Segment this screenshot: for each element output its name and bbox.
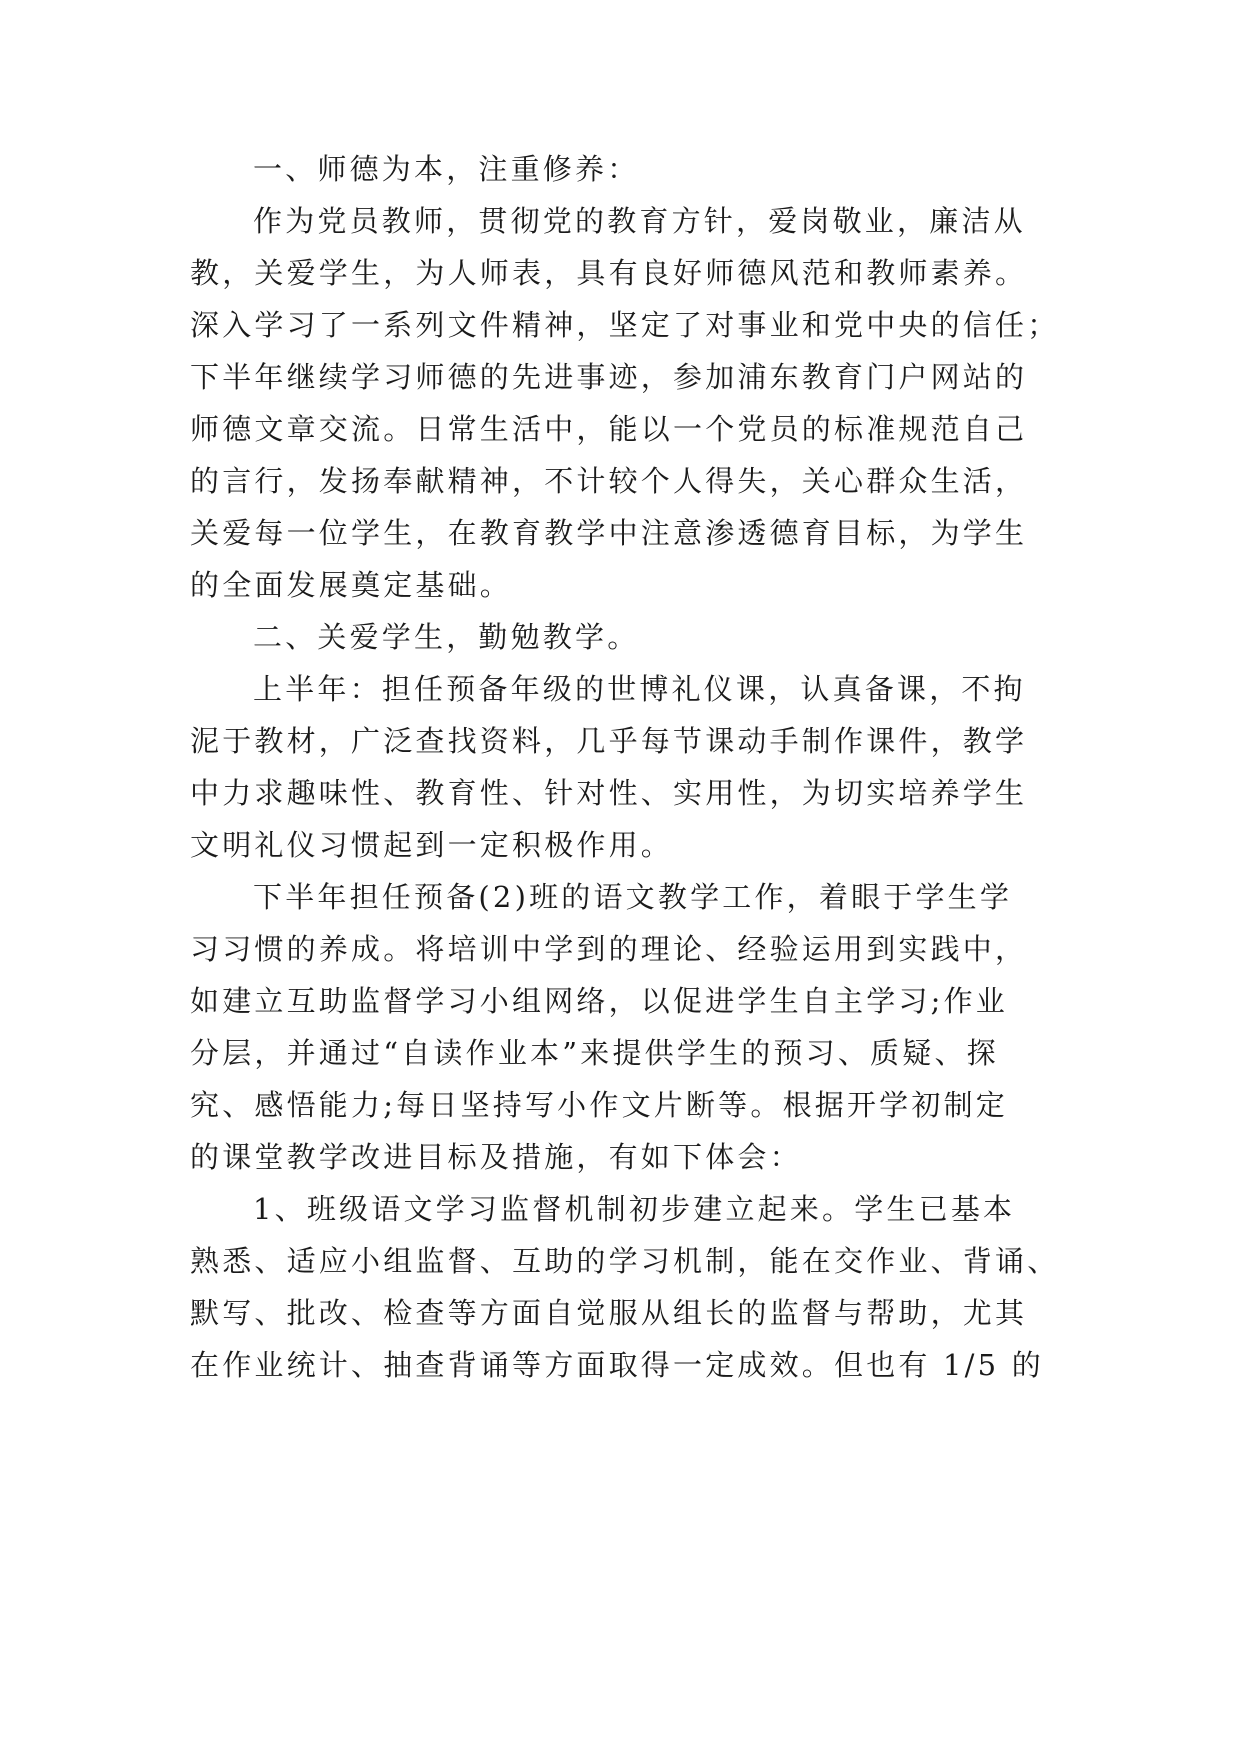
paragraph-line: 下半年继续学习师德的先进事迹，参加浦东教育门户网站的: [190, 360, 1028, 394]
paragraph-line: 在作业统计、抽查背诵等方面取得一定成效。但也有 1/5 的: [190, 1348, 1044, 1382]
paragraph-line: 究、感悟能力;每日坚持写小作文片断等。根据开学初制定: [190, 1088, 1008, 1122]
paragraph-line: 习习惯的养成。将培训中学到的理论、经验运用到实践中，: [190, 932, 1028, 966]
paragraph-line: 分层，并通过“自读作业本”来提供学生的预习、质疑、探: [190, 1036, 999, 1070]
paragraph-line: 深入学习了一系列文件精神，坚定了对事业和党中央的信任；: [190, 308, 1060, 342]
paragraph-line: 中力求趣味性、教育性、针对性、实用性，为切实培养学生: [190, 776, 1028, 810]
section-heading-1: 一、师德为本，注重修养：: [253, 152, 640, 186]
paragraph-line: 默写、批改、检查等方面自觉服从组长的监督与帮助，尤其: [190, 1296, 1028, 1330]
paragraph-line: 教，关爱学生，为人师表，具有良好师德风范和教师素养。: [190, 256, 1028, 290]
paragraph-line: 的全面发展奠定基础。: [190, 568, 513, 602]
section-heading-2: 二、关爱学生，勤勉教学。: [253, 620, 640, 654]
paragraph-line: 熟悉、适应小组监督、互助的学习机制，能在交作业、背诵、: [190, 1244, 1060, 1278]
paragraph-line: 上半年：担任预备年级的世博礼仪课，认真备课，不拘: [253, 672, 1026, 706]
paragraph-line: 师德文章交流。日常生活中，能以一个党员的标准规范自己: [190, 412, 1028, 446]
paragraph-line: 的课堂教学改进目标及措施，有如下体会：: [190, 1140, 802, 1174]
paragraph-line: 下半年担任预备(2)班的语文教学工作，着眼于学生学: [253, 880, 1013, 914]
paragraph-line: 如建立互助监督学习小组网络，以促进学生自主学习;作业: [190, 984, 1008, 1018]
paragraph-line: 泥于教材，广泛查找资料，几乎每节课动手制作课件，教学: [190, 724, 1028, 758]
paragraph-line: 文明礼仪习惯起到一定积极作用。: [190, 828, 674, 862]
paragraph-line: 1、班级语文学习监督机制初步建立起来。学生已基本: [253, 1192, 1016, 1226]
paragraph-line: 的言行，发扬奉献精神，不计较个人得失，关心群众生活，: [190, 464, 1028, 498]
paragraph-line: 作为党员教师，贯彻党的教育方针，爱岗敬业，廉洁从: [253, 204, 1026, 238]
paragraph-line: 关爱每一位学生，在教育教学中注意渗透德育目标，为学生: [190, 516, 1028, 550]
